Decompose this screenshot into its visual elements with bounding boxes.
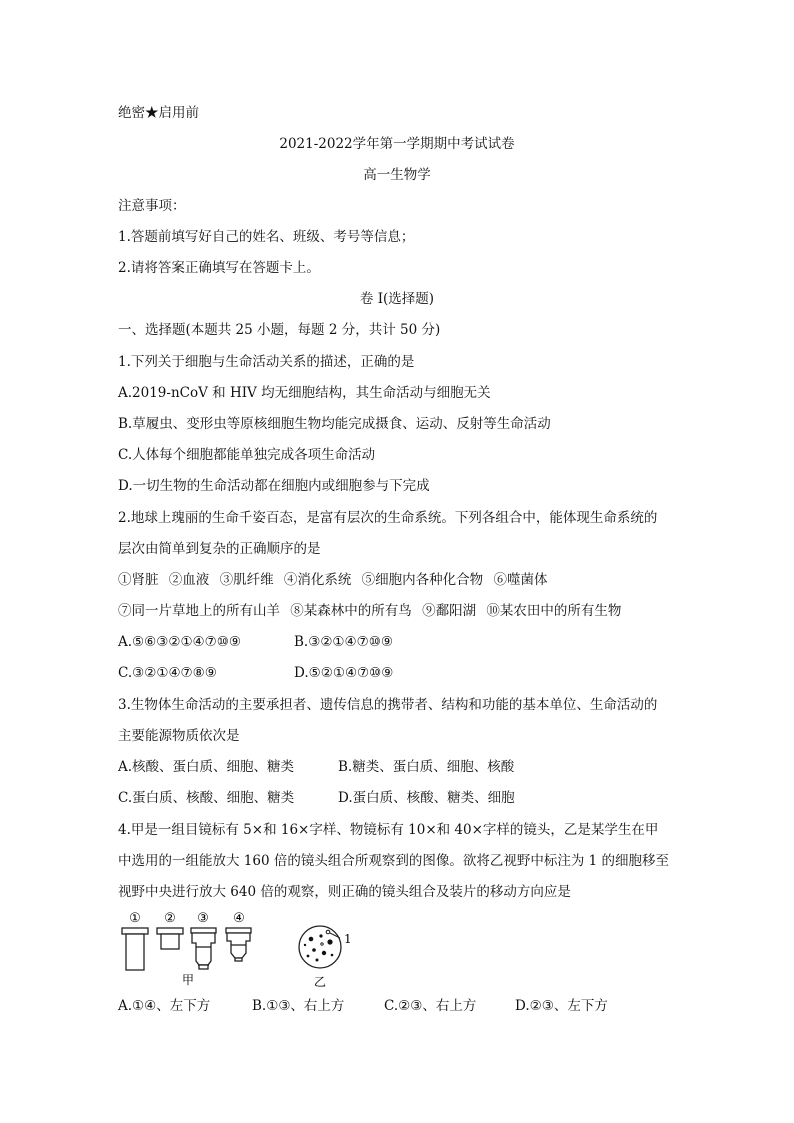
volume-heading: 卷 I(选择题)	[359, 291, 435, 307]
lens-label-3: ③	[197, 911, 209, 926]
question-2-option-c: C.③②①④⑦⑧⑨	[118, 665, 217, 681]
eyepiece-long-icon	[122, 928, 148, 970]
notice-heading: 注意事项：	[118, 198, 186, 214]
question-1-option-a: A.2019-nCoV 和 HIV 均无细胞结构，其生命活动与细胞无关	[118, 385, 491, 401]
figure-caption-yi: 乙	[313, 975, 327, 989]
lens-figure	[118, 905, 358, 991]
question-3-option-d: D.蛋白质、核酸、糖类、细胞	[338, 790, 515, 806]
lens-label-1: ①	[129, 911, 141, 926]
question-4-option-d: D.②③、左下方	[515, 998, 608, 1014]
lens-label-2: ②	[164, 911, 176, 926]
cell-marker-label: 1	[344, 932, 352, 946]
question-4-stem: 4.甲是一组目镜标有 5×和 16×字样、物镜标有 10×和 40×字样的镜头，乙是某学生在甲	[118, 822, 659, 838]
notice-item: 1.答题前填写好自己的姓名、班级、考号等信息；	[118, 229, 415, 245]
question-2-stem: 层次由简单到复杂的正确顺序的是	[118, 541, 321, 557]
question-4-stem: 中选用的一组能放大 160 倍的镜头组合所观察到的图像。欲将乙视野中标注为 1 的细胞移至	[118, 853, 670, 869]
question-2-option-d: D.⑤②①④⑦⑩⑨	[294, 665, 394, 681]
lens-label-4: ④	[233, 911, 245, 926]
question-1-stem: 1.下列关于细胞与生命活动关系的描述，正确的是	[118, 354, 415, 370]
notice-item: 2.请将答案正确填写在答题卡上。	[118, 260, 320, 276]
question-2-items: ⑦同一片草地上的所有山羊 ⑧某森林中的所有鸟 ⑨鄱阳湖 ⑩某农田中的所有生物	[118, 603, 622, 619]
question-4-option-c: C.②③、右上方	[384, 998, 477, 1014]
question-4-option-b: B.①③、右上方	[252, 998, 345, 1014]
objective-short-icon	[226, 928, 251, 961]
question-3-option-c: C.蛋白质、核酸、细胞、糖类	[118, 790, 295, 806]
question-3-option-a: A.核酸、蛋白质、细胞、糖类	[118, 759, 295, 775]
question-2-option-a: A.⑤⑥③②①④⑦⑩⑨	[118, 634, 241, 650]
question-2-stem: 2.地球上瑰丽的生命千姿百态，是富有层次的生命系统。下列各组合中，能体现生命系统的	[118, 510, 658, 526]
exam-subject: 高一生物学	[363, 167, 431, 183]
question-1-option-d: D.一切生物的生命活动都在细胞内或细胞参与下完成	[118, 478, 430, 494]
question-3-stem: 3.生物体生命活动的主要承担者、遗传信息的携带者、结构和功能的基本单位、生命活动的	[118, 697, 658, 713]
question-4-stem: 视野中央进行放大 640 倍的观察，则正确的镜头组合及装片的移动方向应是	[118, 884, 571, 900]
exam-title: 2021-2022学年第一学期期中考试试卷	[279, 136, 515, 152]
question-1-option-b: B.草履虫、变形虫等原核细胞生物均能完成摄食、运动、反射等生命活动	[118, 416, 551, 432]
objective-long-icon	[191, 928, 216, 969]
question-4-option-a: A.①④、左下方	[118, 998, 211, 1014]
section-heading: 一、选择题(本题共 25 小题，每题 2 分，共计 50 分)	[118, 322, 441, 338]
question-1-option-c: C.人体每个细胞都能单独完成各项生命活动	[118, 447, 376, 463]
figure-caption-jia: 甲	[181, 973, 195, 987]
question-2-option-b: B.③②①④⑦⑩⑨	[294, 634, 393, 650]
secret-label: 绝密★启用前	[118, 105, 199, 121]
eyepiece-short-icon	[157, 928, 183, 949]
question-3-stem: 主要能源物质依次是	[118, 728, 240, 744]
question-3-option-b: B.糖类、蛋白质、细胞、核酸	[338, 759, 515, 775]
field-of-view-icon	[299, 926, 341, 968]
question-2-items: ①肾脏 ②血液 ③肌纤维 ④消化系统 ⑤细胞内各种化合物 ⑥噬菌体	[118, 572, 548, 588]
